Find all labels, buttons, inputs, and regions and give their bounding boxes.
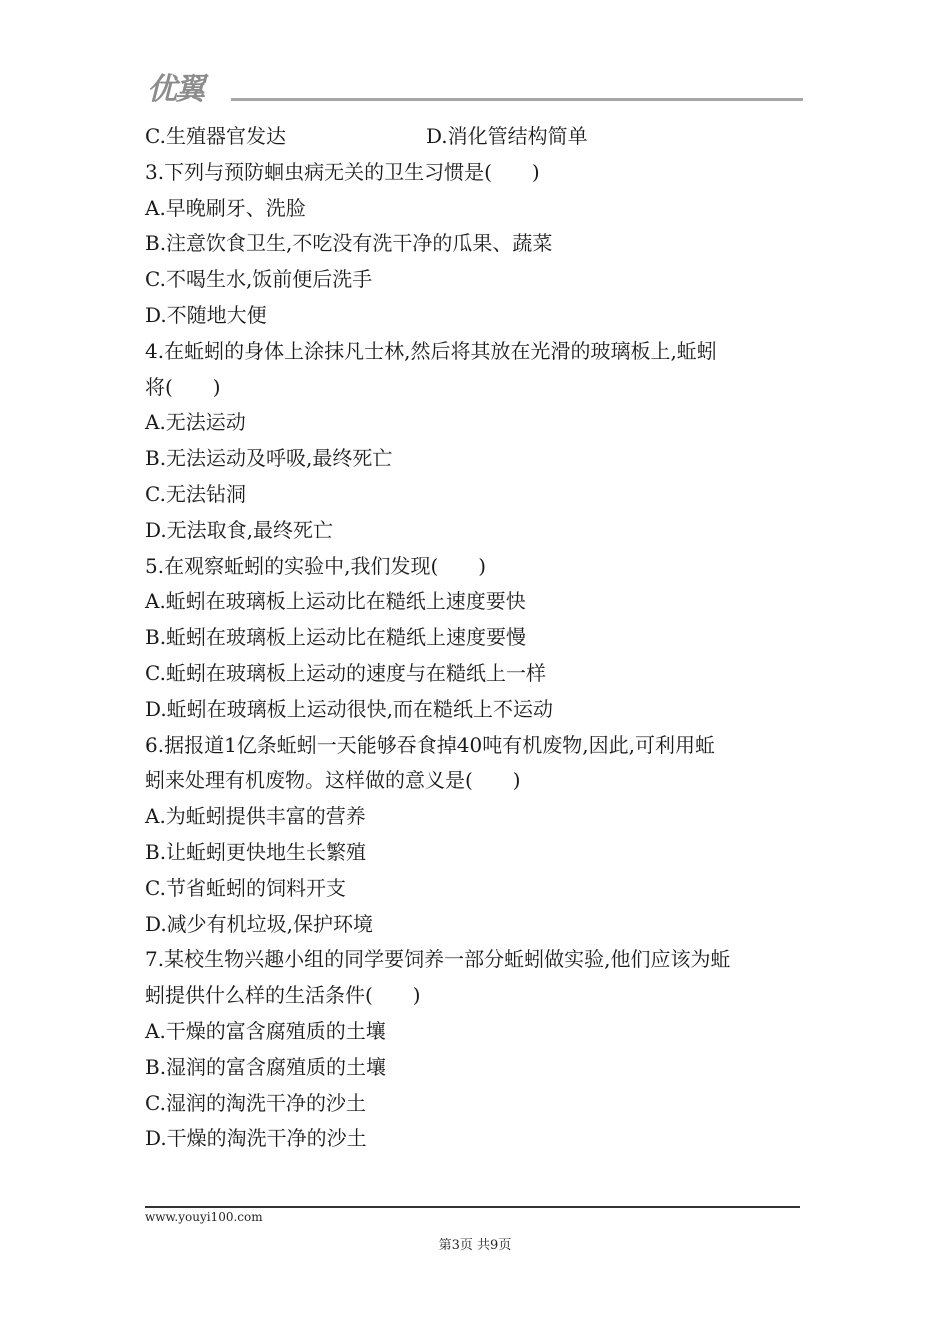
footer-url[interactable]: www.youyi100.com	[145, 1210, 263, 1224]
option-line: C.湿润的淘洗干净的沙土	[145, 1090, 366, 1115]
option-line: D.干燥的淘洗干净的沙土	[145, 1126, 367, 1151]
option-line: C.无法钻洞	[145, 481, 246, 506]
option-line: A.无法运动	[145, 410, 246, 435]
option-line: B.注意饮食卫生,不吃没有洗干净的瓜果、蔬菜	[145, 231, 553, 256]
option-d-q2: D.消化管结构简单	[425, 124, 588, 148]
option-line: A.蚯蚓在玻璃板上运动比在糙纸上速度要快	[145, 589, 526, 614]
option-line: D.无法取食,最终死亡	[145, 517, 334, 542]
question-5: 5.在观察蚯蚓的实验中,我们发现( )	[145, 553, 487, 578]
option-line: A.为蚯蚓提供丰富的营养	[145, 804, 366, 829]
option-c-q2: C.生殖器官发达	[145, 124, 286, 148]
option-line: D.减少有机垃圾,保护环境	[145, 911, 374, 936]
option-line: A.早晚刷牙、洗脸	[145, 195, 306, 220]
option-line: D.不随地大便	[145, 302, 267, 327]
option-line: C.节省蚯蚓的饲料开支	[145, 875, 346, 900]
header-rule	[231, 98, 803, 101]
question-6: 6.据报道1亿条蚯蚓一天能够吞食掉40吨有机废物,因此,可利用蚯	[145, 732, 715, 757]
footer-rule	[145, 1206, 800, 1208]
page-header	[145, 62, 803, 107]
option-line: B.蚯蚓在玻璃板上运动比在糙纸上速度要慢	[145, 625, 527, 650]
question-7-cont: 蚓提供什么样的生活条件( )	[145, 983, 421, 1008]
option-line: B.让蚯蚓更快地生长繁殖	[145, 839, 367, 864]
question-3: 3.下列与预防蛔虫病无关的卫生习惯是( )	[145, 159, 540, 184]
question-4-cont: 将( )	[145, 374, 221, 399]
option-line: D.蚯蚓在玻璃板上运动很快,而在糙纸上不运动	[145, 696, 554, 721]
page-number: 第3页 共9页	[438, 1238, 512, 1253]
option-line: B.无法运动及呼吸,最终死亡	[145, 446, 393, 471]
question-content	[145, 119, 810, 1157]
option-line	[145, 119, 810, 155]
option-line: C.蚯蚓在玻璃板上运动的速度与在糙纸上一样	[145, 660, 546, 685]
brand-logo: 优翼	[147, 72, 203, 107]
question-7: 7.某校生物兴趣小组的同学要饲养一部分蚯蚓做实验,他们应该为蚯	[145, 947, 731, 972]
option-line: C.不喝生水,饭前便后洗手	[145, 267, 373, 292]
question-6-cont: 蚓来处理有机废物。这样做的意义是( )	[145, 768, 521, 793]
question-4: 4.在蚯蚓的身体上涂抹凡士林,然后将其放在光滑的玻璃板上,蚯蚓	[145, 338, 717, 363]
option-line: A.干燥的富含腐殖质的土壤	[145, 1018, 386, 1043]
option-line: B.湿润的富含腐殖质的土壤	[145, 1054, 387, 1079]
